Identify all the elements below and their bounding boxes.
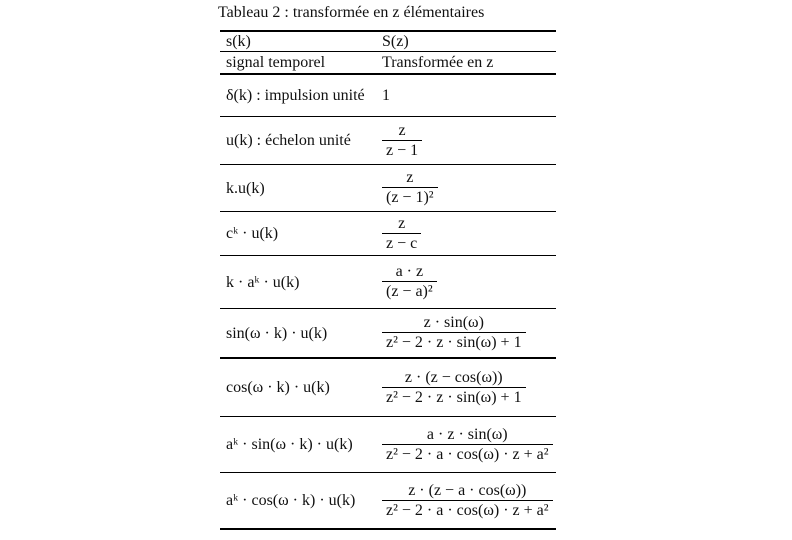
transform-fraction bbox=[382, 122, 422, 160]
table-row bbox=[220, 117, 556, 165]
table-row bbox=[220, 309, 556, 359]
transform-fraction bbox=[382, 482, 553, 520]
subheader-signal: signal temporel bbox=[226, 54, 326, 71]
fraction-numerator: a · z · sin(ω) bbox=[426, 425, 508, 443]
signal-cell: k · aᵏ · u(k) bbox=[226, 273, 300, 291]
table-caption: Tableau 2 : transformée en z élémentaires bbox=[218, 4, 485, 21]
fraction-numerator: z bbox=[398, 121, 406, 139]
signal-cell: cos(ω · k) · u(k) bbox=[226, 379, 330, 396]
z-transform-table bbox=[220, 30, 556, 530]
fraction-numerator: z · sin(ω) bbox=[423, 314, 484, 331]
signal-cell: k.u(k) bbox=[226, 179, 265, 197]
fraction-numerator: z bbox=[398, 214, 406, 232]
fraction-denominator: z − 1 bbox=[382, 140, 422, 160]
transform-fraction bbox=[382, 169, 438, 207]
table-row bbox=[220, 359, 556, 417]
header-transform: S(z) bbox=[382, 32, 409, 50]
fraction-denominator: z − c bbox=[382, 233, 421, 253]
table-row bbox=[220, 165, 556, 212]
fraction-numerator: a · z bbox=[395, 263, 424, 280]
fraction-numerator: z · (z − cos(ω)) bbox=[404, 368, 503, 386]
transform-cell: 1 bbox=[382, 86, 390, 104]
signal-cell: aᵏ · sin(ω · k) · u(k) bbox=[226, 436, 353, 453]
transform-fraction bbox=[382, 263, 437, 301]
fraction-denominator: z² − 2 · a · cos(ω) · z + a² bbox=[382, 500, 553, 520]
fraction-denominator: z² − 2 · a · cos(ω) · z + a² bbox=[382, 444, 553, 464]
transform-fraction bbox=[382, 369, 526, 407]
header-signal: s(k) bbox=[226, 33, 251, 50]
fraction-numerator: z · (z − a · cos(ω)) bbox=[408, 481, 527, 499]
signal-cell: cᵏ · u(k) bbox=[226, 225, 279, 242]
signal-cell: sin(ω · k) · u(k) bbox=[226, 324, 328, 342]
table-row bbox=[220, 256, 556, 309]
transform-fraction bbox=[382, 314, 526, 352]
fraction-numerator: z bbox=[406, 169, 414, 186]
table-row bbox=[220, 212, 556, 256]
table-header-row bbox=[220, 30, 556, 52]
table-row bbox=[220, 473, 556, 530]
signal-cell: u(k) : échelon unité bbox=[226, 132, 351, 149]
signal-cell: aᵏ · cos(ω · k) · u(k) bbox=[226, 492, 356, 509]
signal-cell: δ(k) : impulsion unité bbox=[226, 87, 365, 104]
fraction-denominator: (z − 1)² bbox=[382, 187, 438, 207]
fraction-denominator: z² − 2 · z · sin(ω) + 1 bbox=[382, 387, 526, 407]
subheader-transform: Transformée en z bbox=[382, 53, 494, 71]
fraction-denominator: z² − 2 · z · sin(ω) + 1 bbox=[382, 332, 526, 352]
table-subheader-row bbox=[220, 52, 556, 75]
fraction-denominator: (z − a)² bbox=[382, 281, 437, 301]
table-row bbox=[220, 417, 556, 473]
transform-fraction bbox=[382, 426, 553, 464]
transform-fraction bbox=[382, 215, 421, 253]
table-row bbox=[220, 75, 556, 117]
